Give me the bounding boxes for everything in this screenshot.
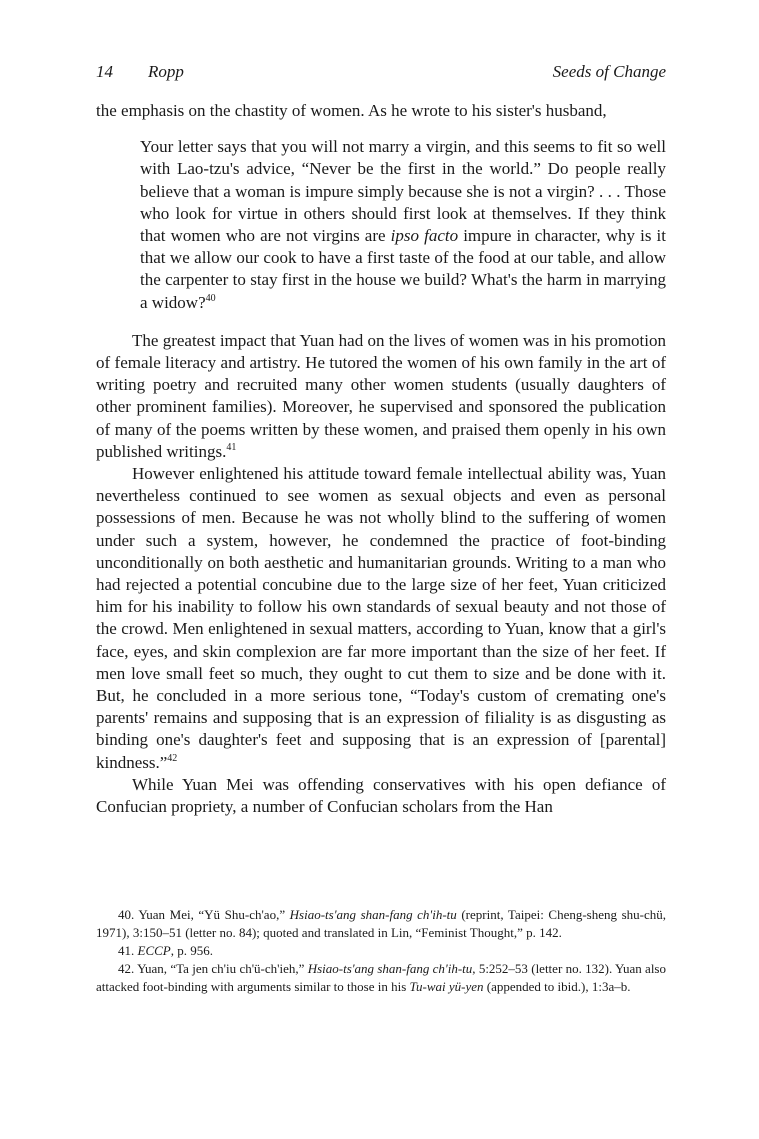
paragraph-3-text: However enlightened his attitude toward female intellectual ability was, Yuan nevertheless continued to see women as sexual objects and even as personal possessions of men. Because he was not wholly blind to the suffering of women under such a system, however, he condemned the practice of foot-binding unconditionally on both aesthetic and humanitarian grounds. Writing to a man who had rejected a potential concubine due to the large size of her feet, Yuan criticized him for his inability to follow his own standards of sexual beauty and not those of the crowd. Men enlightened in sexual matters, according to Yuan, know that a girl's face, eyes, and skin complexion are far more important than the size of her feet. If men love small feet so much, they ought to cut them to size and be done with it. But, he concluded in a more serious tone, “Today's custom of cremating one's parents' remains and supposing that is an expression of filiality is as disgusting as binding one's daughter's feet and supposing that is an expression of [parental] kindness.” [96, 464, 666, 772]
footnote-41-italic: ECCP [137, 943, 171, 958]
footnote-42-text-a: 42. Yuan, “Ta jen ch'iu ch'ü-ch'ieh,” [118, 961, 308, 976]
footnote-41-text-a: 41. [118, 943, 138, 958]
note-ref-41: 41 [226, 441, 237, 453]
footnote-40-italic: Hsiao-ts'ang shan-fang ch'ih-tu [289, 907, 457, 922]
quote-text-b: impure in character, why is it that we allow our cook to have a first taste of the food at our table, and allow the carpenter to stay first in the house we build? What's the harm in marrying a widow? [140, 226, 666, 312]
running-title: Seeds of Change [552, 62, 666, 81]
running-author: Ropp [148, 62, 184, 81]
footnote-42 [96, 960, 666, 996]
footnote-42-text-b: , 5:252–53 (letter no. 132). Yuan also attacked foot-binding with arguments similar to those in his [96, 961, 666, 994]
running-header [96, 62, 666, 84]
paragraph-3 [96, 463, 666, 774]
footnote-40-text-a: 40. Yuan Mei, “Yü Shu-ch'ao,” [118, 907, 290, 922]
footnote-41 [96, 942, 666, 960]
footnote-40 [96, 906, 666, 942]
quote-italic: ipso facto [390, 226, 459, 246]
paragraph-2-text: The greatest impact that Yuan had on the lives of women was in his promotion of female literacy and artistry. He tutored the women of his own family in the art of writing poetry and recruited many other women students (usually daughters of other prominent families). Moreover, he supervised and sponsored the publication of many of the poems written by these women, and praised them openly in his own published writings. [96, 330, 666, 461]
footnote-41-text-b: , p. 956. [170, 943, 213, 958]
block-quote [140, 136, 666, 314]
note-ref-40: 40 [205, 292, 216, 304]
footnote-42-text-c: (appended to ibid.), 1:3a–b. [483, 979, 631, 994]
main-text [96, 100, 666, 818]
paragraph-2 [96, 330, 666, 463]
paragraph-4: While Yuan Mei was offending conservatives with his open defiance of Confucian propriety, a number of Confucian scholars from the Han [96, 774, 666, 817]
footnotes [96, 906, 666, 996]
page-number: 14 [96, 62, 113, 81]
footnote-40-text-b: (reprint, Taipei: Cheng-sheng shu-chü, 1971), 3:150–51 (letter no. 84); quoted and translated in Lin, “Feminist Thought,” p. 142. [96, 907, 666, 940]
footnote-42-italic-2: Tu-wai yü-yen [409, 979, 484, 994]
quote-text-a: Your letter says that you will not marry a virgin, and this seems to fit so well with Lao-tzu's advice, “Never be the first in the world.” Do people really believe that a woman is impure simply because she is not a virgin? . . . Those who look for virtue in others should first look at themselves. If they think that women who are not virgins are [140, 137, 666, 246]
note-ref-42: 42 [167, 752, 178, 764]
paragraph-1: the emphasis on the chastity of women. As he wrote to his sister's husband, [96, 101, 607, 120]
footnote-42-italic-1: Hsiao-ts'ang shan-fang ch'ih-tu [307, 961, 473, 976]
